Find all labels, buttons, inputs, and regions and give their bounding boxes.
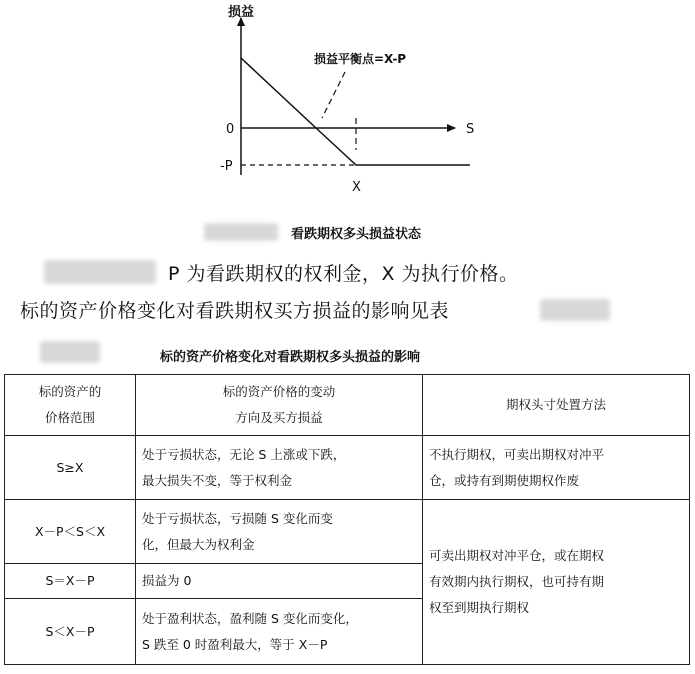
- table-row: [5, 436, 690, 500]
- cell-range: S≥X: [5, 436, 136, 500]
- figure-caption: 看跌期权多头损益状态: [291, 227, 422, 242]
- paragraph-intro: 标的资产价格变化对看跌期权买方损益的影响见表: [20, 300, 450, 322]
- cell-effect: 损益为 0: [136, 564, 423, 599]
- x-tick-label: X: [352, 180, 361, 195]
- header-price-range: [5, 375, 136, 436]
- y-axis-label: 损益: [228, 5, 255, 20]
- x-axis-label: S: [466, 122, 475, 137]
- redacted-block: [40, 341, 100, 363]
- redacted-block: [540, 299, 610, 321]
- breakeven-annotation: 损益平衡点=X-P: [314, 52, 407, 66]
- cell-range: S＜X－P: [5, 599, 136, 665]
- cell-effect: 处于亏损状态，亏损随 S 变化而变 化，但最大为权利金: [136, 500, 423, 564]
- paragraph-definition: P 为看跌期权的权利金，X 为执行价格。: [168, 263, 519, 285]
- header-text: 期权头寸处置方法: [505, 397, 606, 412]
- table-header-row: [5, 375, 690, 436]
- cell-effect: 处于盈利状态，盈利随 S 变化而变化， S 跌至 0 时盈利最大，等于 X－P: [136, 599, 423, 665]
- annotation-leader: [322, 72, 345, 118]
- origin-label: 0: [226, 122, 235, 137]
- redacted-block: [44, 260, 156, 284]
- payoff-chart: [0, 0, 695, 200]
- header-price-change: [136, 375, 423, 436]
- header-position-handling: [423, 375, 690, 436]
- header-text: 标的资产价格的变动 方向及买方损益: [222, 384, 336, 425]
- header-text: 标的资产的 价格范围: [38, 384, 102, 425]
- cell-action: 不执行期权，可卖出期权对冲平 仓，或持有到期使期权作废: [423, 436, 690, 500]
- cell-range: X－P＜S＜X: [5, 500, 136, 564]
- redacted-block: [204, 223, 278, 241]
- cell-range: S＝X－P: [5, 564, 136, 599]
- neg-p-label: -P: [220, 159, 233, 174]
- table-title: 标的资产价格变化对看跌期权多头损益的影响: [160, 350, 421, 365]
- cell-action: 可卖出期权对冲平仓，或在期权 有效期内执行期权，也可持有期 权至到期执行期权: [423, 500, 690, 665]
- cell-effect: 处于亏损状态，无论 S 上涨或下跌， 最大损失不变，等于权利金: [136, 436, 423, 500]
- table-row: [5, 500, 690, 564]
- payoff-table: [4, 374, 690, 665]
